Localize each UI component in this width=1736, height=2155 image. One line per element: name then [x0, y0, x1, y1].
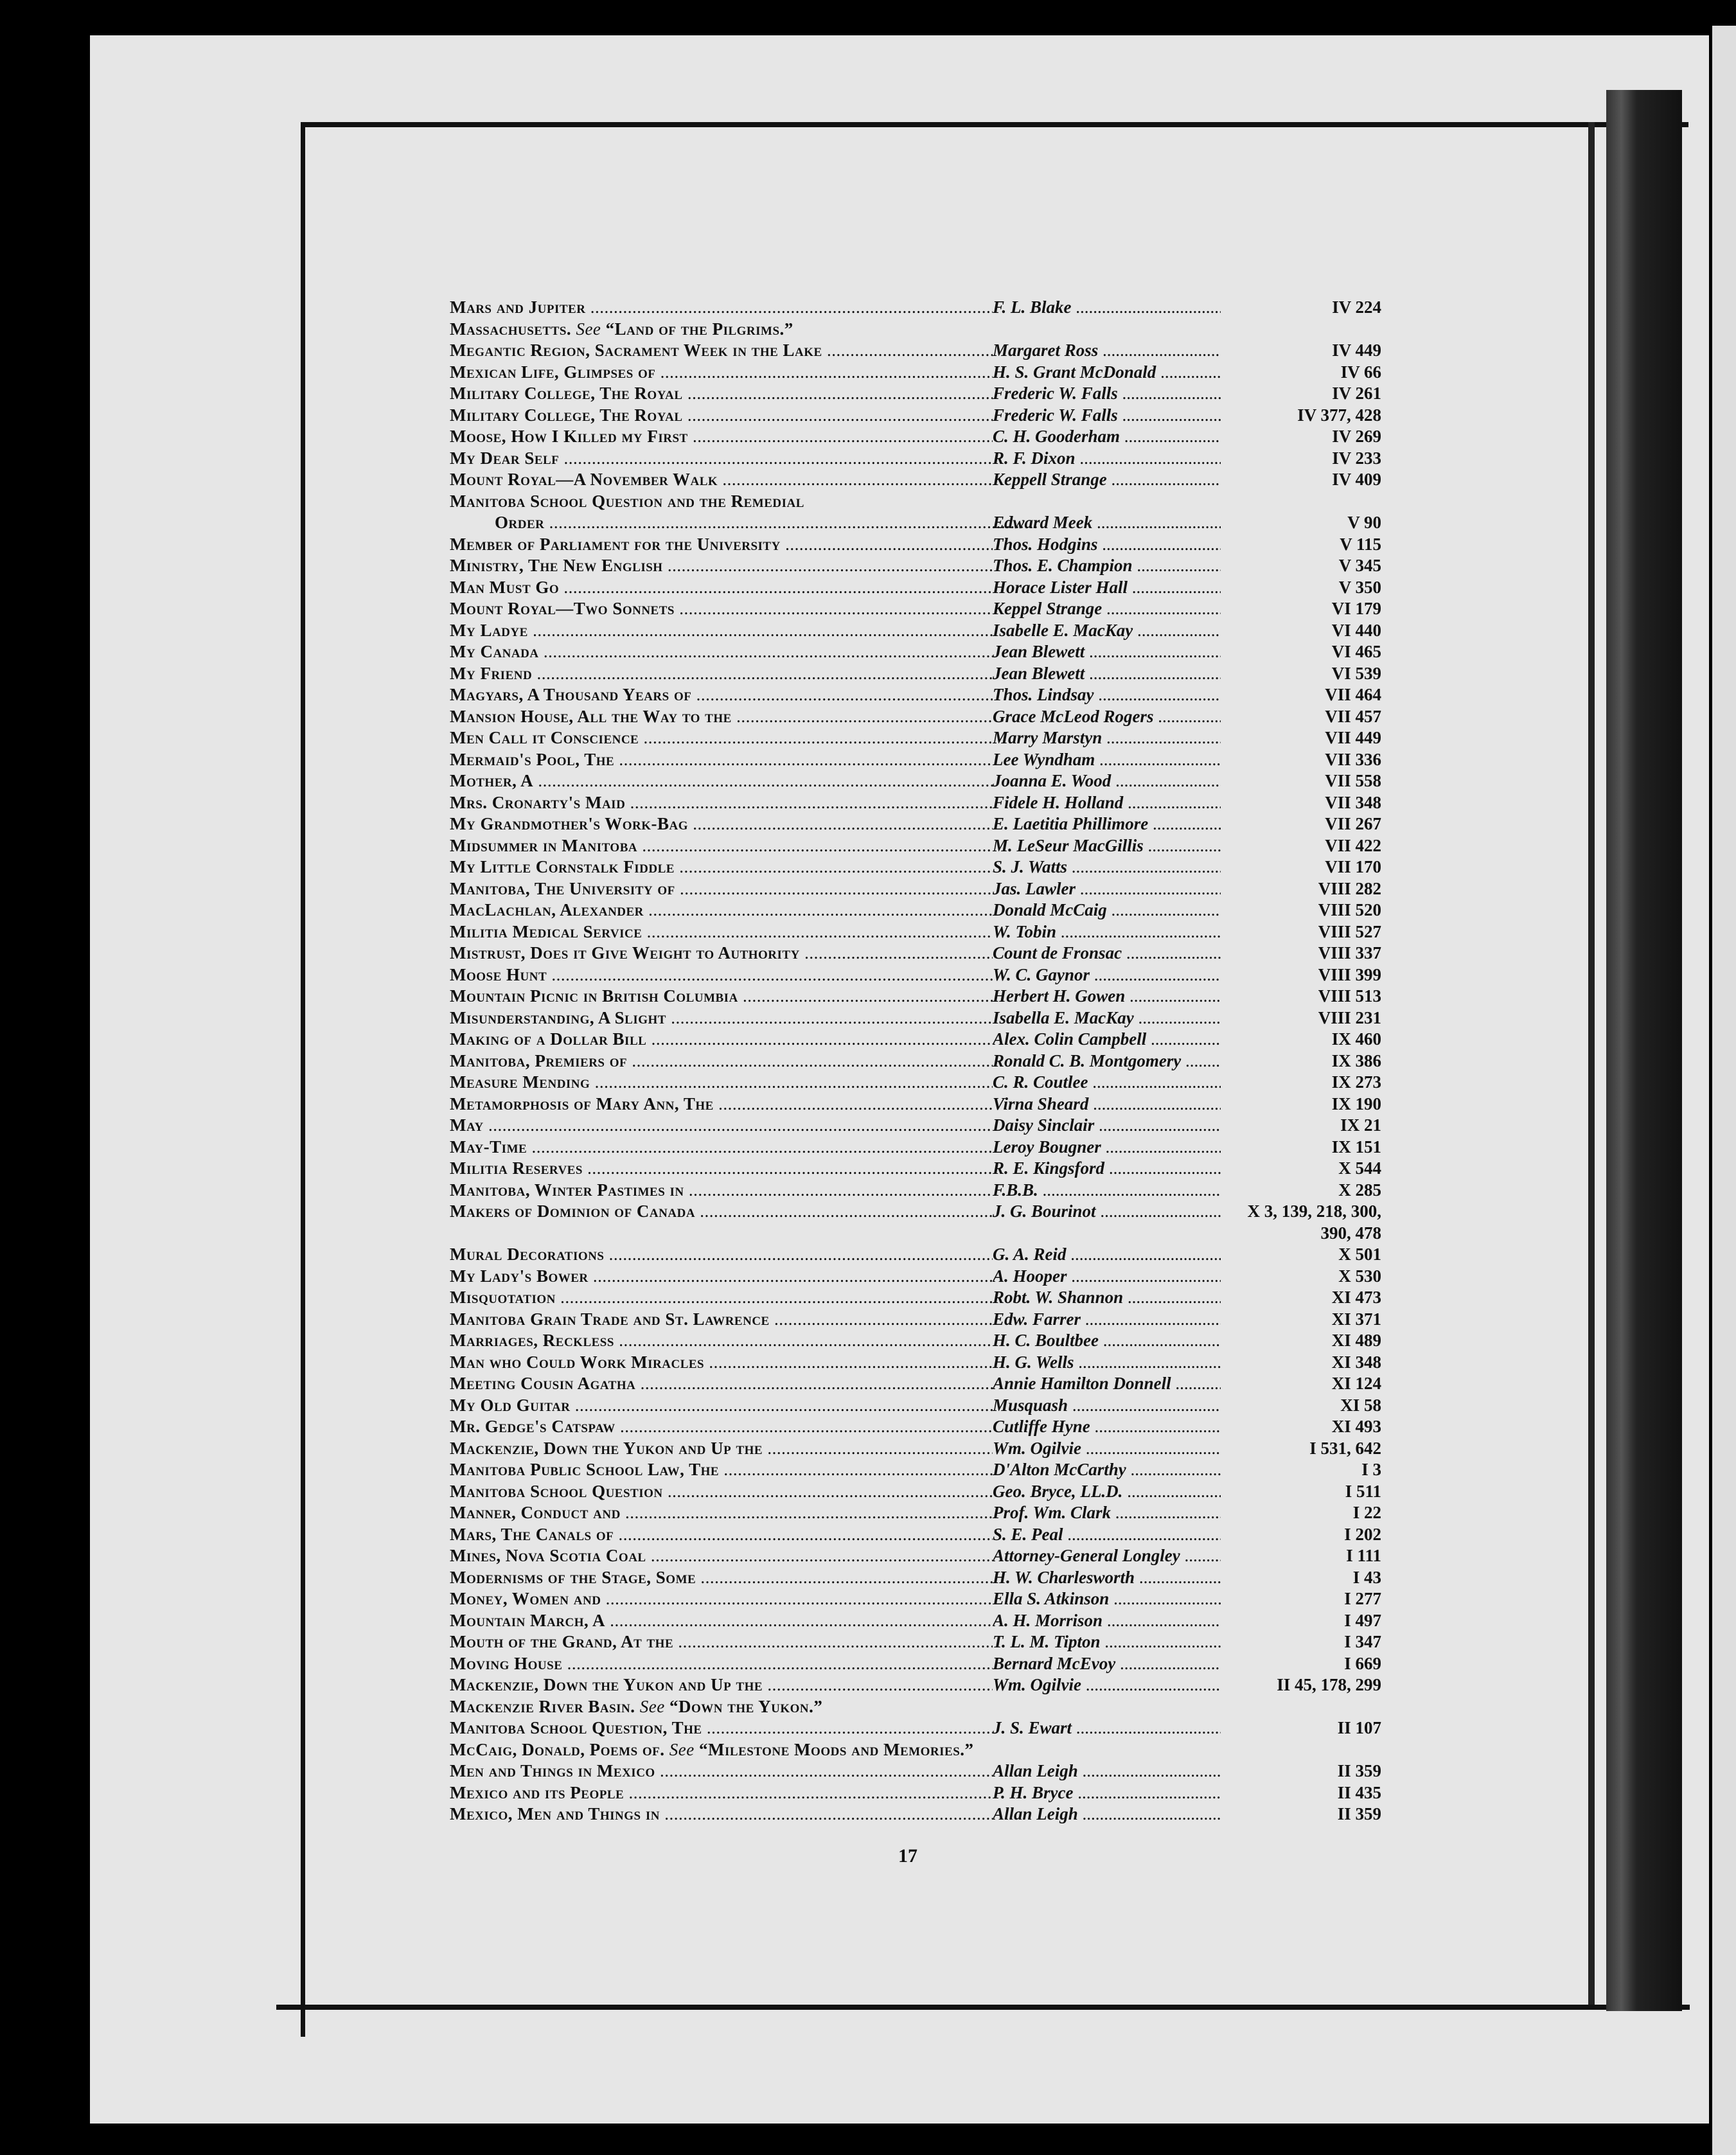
entry-author: S. J. Watts .....: [993, 856, 1221, 878]
index-entry: [450, 1051, 1381, 1072]
entry-title: My Dear Self .....: [450, 448, 993, 470]
see-reference: [635, 1697, 823, 1716]
index-entry: [450, 964, 1381, 986]
index-list: [450, 297, 1381, 1825]
entry-author: Bernard McEvoy .....: [993, 1653, 1221, 1675]
entry-title: Mount Royal—Two Sonnets .....: [450, 598, 993, 620]
entry-volume-page: XI 124: [1331, 1374, 1381, 1393]
entry-volume-page: IX 190: [1331, 1094, 1381, 1113]
entry-title: MacLachlan, Alexander .....: [450, 900, 993, 921]
adjacent-page-strip: [1712, 26, 1736, 2155]
index-entry: [450, 1072, 1381, 1094]
entry-author: Count de Fronsac .....: [993, 943, 1221, 964]
index-entry: [450, 1653, 1381, 1675]
entry-author: Allan Leigh .....: [993, 1760, 1221, 1782]
entry-author: H. G. Wells .....: [993, 1352, 1221, 1374]
entry-title: Mermaid's Pool, The .....: [450, 749, 993, 771]
entry-title: Manitoba School Question .....: [450, 1481, 993, 1503]
entry-author: Geo. Bryce, LL.D. .....: [993, 1481, 1221, 1503]
entry-author: Ronald C. B. Montgomery .....: [993, 1051, 1221, 1072]
entry-volume-page: II 435: [1337, 1782, 1381, 1802]
index-entry: [450, 1287, 1381, 1309]
entry-title: Order .....: [495, 512, 1038, 534]
entry-title: Mackenzie, Down the Yukon and Up the .....: [450, 1438, 993, 1460]
index-entry: [450, 1459, 1381, 1481]
index-entry: [450, 1567, 1381, 1589]
entry-author: Thos. Hodgins .....: [993, 534, 1221, 556]
entry-title: Mars and Jupiter .....: [450, 297, 993, 319]
entry-author: P. H. Bryce .....: [993, 1782, 1221, 1804]
entry-author: Isabelle E. MacKay .....: [993, 620, 1221, 642]
entry-author: Fidele H. Holland .....: [993, 792, 1221, 814]
index-entry: [450, 1180, 1381, 1202]
entry-title: May-Time .....: [450, 1137, 993, 1158]
index-entry: [450, 1223, 1381, 1245]
entry-title: Money, Women and .....: [450, 1588, 993, 1610]
entry-author: C. R. Coutlee .....: [993, 1072, 1221, 1094]
index-entry: [450, 1760, 1381, 1782]
entry-title: Moose Hunt .....: [450, 964, 993, 986]
entry-volume-page: I 497: [1344, 1610, 1381, 1630]
entry-volume-page: XI 371: [1331, 1309, 1381, 1329]
entry-author: Marry Marstyn .....: [993, 727, 1221, 749]
entry-volume-page: IX 460: [1331, 1029, 1381, 1049]
index-entry: [450, 1696, 1381, 1718]
index-entry: [450, 297, 1381, 319]
entry-author: M. LeSeur MacGillis .....: [993, 835, 1221, 857]
index-entry: [450, 856, 1381, 878]
entry-author: Margaret Ross .....: [993, 340, 1221, 362]
index-entry: [450, 1266, 1381, 1288]
entry-title: Mistrust, Does it Give Weight to Authority .....: [450, 943, 993, 964]
page-number: 17: [898, 1845, 917, 1867]
entry-volume-page: V 115: [1340, 534, 1381, 554]
entry-volume-page: VIII 231: [1318, 1007, 1381, 1027]
index-entry: [450, 1094, 1381, 1115]
entry-author: Musquash .....: [993, 1395, 1221, 1417]
entry-author: Jean Blewett .....: [993, 663, 1221, 685]
index-entry: [450, 641, 1381, 663]
entry-author: Edward Meek .....: [993, 512, 1221, 534]
index-entry: [450, 749, 1381, 771]
entry-title: Men Call it Conscience .....: [450, 727, 993, 749]
entry-author: Frederic W. Falls .....: [993, 383, 1221, 405]
index-entry: [450, 770, 1381, 792]
entry-author: G. A. Reid .....: [993, 1244, 1221, 1266]
entry-author: Frederic W. Falls .....: [993, 405, 1221, 427]
entry-volume-page: VII 457: [1325, 706, 1381, 726]
index-entry: [450, 663, 1381, 685]
entry-author: J. S. Ewart .....: [993, 1717, 1221, 1739]
entry-title: Manitoba School Question, The .....: [450, 1717, 993, 1739]
entry-volume-page: II 359: [1337, 1804, 1381, 1823]
entry-volume-page: II 107: [1337, 1718, 1381, 1737]
entry-volume-page: II 45, 178, 299: [1277, 1675, 1381, 1694]
index-entry: [450, 491, 1381, 513]
entry-title: Mackenzie River Basin. See “Down the Yukon.”: [450, 1696, 823, 1716]
entry-title: Manitoba, The University of .....: [450, 878, 993, 900]
entry-volume-page: I 43: [1352, 1567, 1381, 1587]
index-entry: [450, 319, 1381, 341]
entry-title: Military College, The Royal .....: [450, 383, 993, 405]
entry-title: Manner, Conduct and .....: [450, 1502, 993, 1524]
entry-author: Donald McCaig .....: [993, 900, 1221, 921]
entry-volume-page: IV 261: [1332, 384, 1381, 403]
entry-author: Ella S. Atkinson .....: [993, 1588, 1221, 1610]
index-entry: [450, 555, 1381, 577]
entry-volume-page: II 359: [1337, 1761, 1381, 1780]
entry-title: Moose, How I Killed my First .....: [450, 426, 993, 448]
index-entry: [450, 577, 1381, 599]
entry-title: Mars, The Canals of .....: [450, 1524, 993, 1546]
entry-title: My Ladye .....: [450, 620, 993, 642]
entry-title: Making of a Dollar Bill .....: [450, 1029, 993, 1051]
index-entry: [450, 1502, 1381, 1524]
entry-volume-page: VIII 527: [1318, 921, 1381, 941]
entry-volume-page: VIII 520: [1318, 900, 1381, 919]
index-entry: [450, 706, 1381, 728]
entry-title: Meeting Cousin Agatha .....: [450, 1373, 993, 1395]
index-entry: [450, 921, 1381, 943]
entry-volume-page: X 530: [1338, 1266, 1381, 1286]
entry-author: F. L. Blake .....: [993, 297, 1221, 319]
entry-title: Midsummer in Manitoba .....: [450, 835, 993, 857]
index-entry: [450, 1137, 1381, 1158]
entry-author: Edw. Farrer .....: [993, 1309, 1221, 1331]
entry-author: J. G. Bourinot .....: [993, 1201, 1221, 1223]
entry-title: Misquotation .....: [450, 1287, 993, 1309]
entry-title: Measure Mending .....: [450, 1072, 993, 1094]
index-entry: [450, 1373, 1381, 1395]
index-entry: [450, 900, 1381, 921]
entry-title: Mexico, Men and Things in .....: [450, 1804, 993, 1825]
entry-volume-page: VII 558: [1325, 771, 1381, 790]
index-entry: [450, 405, 1381, 427]
index-entry: [450, 448, 1381, 470]
entry-volume-page: VII 464: [1325, 685, 1381, 704]
entry-title: Militia Medical Service .....: [450, 921, 993, 943]
entry-author: Virna Sheard .....: [993, 1094, 1221, 1115]
entry-title: Men and Things in Mexico .....: [450, 1760, 993, 1782]
entry-volume-page: 390, 478: [1320, 1223, 1381, 1243]
entry-author: Wm. Ogilvie .....: [993, 1674, 1221, 1696]
entry-volume-page: VII 422: [1325, 835, 1381, 855]
entry-title: Massachusetts. See “Land of the Pilgrims.”: [450, 319, 793, 339]
entry-volume-page: IV 224: [1332, 297, 1381, 317]
entry-volume-page: I 111: [1346, 1546, 1381, 1565]
entry-title: Mountain Picnic in British Columbia .....: [450, 986, 993, 1007]
see-reference: [665, 1740, 974, 1759]
entry-title: Mountain March, A .....: [450, 1610, 993, 1632]
entry-volume-page: VII 348: [1325, 792, 1381, 812]
entry-volume-page: IX 151: [1331, 1137, 1381, 1157]
entry-title: Militia Reserves .....: [450, 1158, 993, 1180]
entry-author: F.B.B. .....: [993, 1180, 1221, 1202]
entry-volume-page: I 277: [1344, 1589, 1381, 1608]
index-entry: [450, 340, 1381, 362]
index-entry: [450, 1352, 1381, 1374]
index-entry: [450, 362, 1381, 384]
entry-author: Prof. Wm. Clark .....: [993, 1502, 1221, 1524]
page-border-right-inner: [1588, 122, 1595, 2005]
entry-title: My Little Cornstalk Fiddle .....: [450, 856, 993, 878]
entry-title: Member of Parliament for the University .....: [450, 534, 993, 556]
entry-title: Man Must Go .....: [450, 577, 993, 599]
entry-volume-page: IX 21: [1340, 1115, 1381, 1135]
entry-title: Makers of Dominion of Canada .....: [450, 1201, 993, 1223]
entry-volume-page: I 3: [1361, 1460, 1381, 1479]
entry-volume-page: X 285: [1338, 1180, 1381, 1200]
page-border-top: [301, 122, 1688, 127]
entry-author: Cutliffe Hyne .....: [993, 1416, 1221, 1438]
entry-title: Mount Royal—A November Walk .....: [450, 469, 993, 491]
entry-volume-page: IV 66: [1340, 362, 1381, 382]
entry-title: May .....: [450, 1115, 993, 1137]
index-entry: [450, 1029, 1381, 1051]
entry-author: H. C. Boultbee .....: [993, 1330, 1221, 1352]
entry-author: A. H. Morrison .....: [993, 1610, 1221, 1632]
entry-volume-page: VIII 399: [1318, 964, 1381, 984]
entry-volume-page: I 511: [1345, 1481, 1381, 1501]
entry-title: McCaig, Donald, Poems of. See “Milestone Moods and Memories.”: [450, 1739, 974, 1759]
index-entry: [450, 1395, 1381, 1417]
entry-volume-page: VIII 282: [1318, 878, 1381, 898]
entry-author: E. Laetitia Phillimore .....: [993, 813, 1221, 835]
entry-author: W. Tobin .....: [993, 921, 1221, 943]
entry-volume-page: I 669: [1344, 1653, 1381, 1673]
entry-title: Misunderstanding, A Slight .....: [450, 1007, 993, 1029]
entry-author: R. E. Kingsford .....: [993, 1158, 1221, 1180]
entry-title: Metamorphosis of Mary Ann, The .....: [450, 1094, 993, 1115]
entry-title: Man who Could Work Miracles .....: [450, 1352, 993, 1374]
entry-volume-page: X 544: [1338, 1158, 1381, 1178]
entry-volume-page: IV 409: [1332, 470, 1381, 489]
entry-author: Isabella E. MacKay .....: [993, 1007, 1221, 1029]
entry-volume-page: XI 348: [1331, 1352, 1381, 1372]
index-entry: [450, 1610, 1381, 1632]
index-entry: [450, 512, 1381, 534]
index-entry: [450, 598, 1381, 620]
entry-title: My Canada .....: [450, 641, 993, 663]
entry-author: Joanna E. Wood .....: [993, 770, 1221, 792]
index-entry: [450, 1438, 1381, 1460]
entry-title: Manitoba Grain Trade and St. Lawrence .....: [450, 1309, 993, 1331]
entry-title: Modernisms of the Stage, Some .....: [450, 1567, 993, 1589]
see-target: “Milestone Moods and Memories.”: [699, 1739, 974, 1759]
entry-volume-page: VII 336: [1325, 749, 1381, 769]
entry-volume-page: IV 449: [1332, 341, 1381, 360]
entry-author: Allan Leigh .....: [993, 1804, 1221, 1825]
entry-volume-page: IV 233: [1332, 448, 1381, 468]
entry-title: Moving House .....: [450, 1653, 993, 1675]
index-entry: [450, 1309, 1381, 1331]
entry-volume-page: I 531, 642: [1309, 1438, 1381, 1458]
see-word: See: [576, 319, 601, 339]
entry-author: Thos. E. Champion .....: [993, 555, 1221, 577]
entry-title: My Grandmother's Work-Bag .....: [450, 813, 993, 835]
entry-title: Mr. Gedge's Catspaw .....: [450, 1416, 993, 1438]
entry-author: Alex. Colin Campbell .....: [993, 1029, 1221, 1051]
entry-volume-page: I 22: [1352, 1503, 1381, 1522]
entry-title: Marriages, Reckless .....: [450, 1330, 993, 1352]
entry-volume-page: VI 440: [1331, 620, 1381, 640]
index-entry: [450, 383, 1381, 405]
entry-volume-page: VI 179: [1331, 599, 1381, 618]
entry-author: H. W. Charlesworth .....: [993, 1567, 1221, 1589]
entry-title: Magyars, A Thousand Years of .....: [450, 684, 993, 706]
index-entry: [450, 943, 1381, 964]
entry-volume-page: VII 449: [1325, 728, 1381, 747]
entry-volume-page: VI 465: [1331, 642, 1381, 661]
entry-author: Herbert H. Gowen .....: [993, 986, 1221, 1007]
entry-volume-page: V 345: [1338, 556, 1381, 575]
index-entry: [450, 1524, 1381, 1546]
see-word: See: [669, 1739, 695, 1759]
entry-volume-page: IV 377, 428: [1297, 405, 1381, 425]
entry-title: Mackenzie, Down the Yukon and Up the .....: [450, 1674, 993, 1696]
entry-title: Mrs. Cronarty's Maid .....: [450, 792, 993, 814]
entry-author: Jas. Lawler .....: [993, 878, 1221, 900]
index-entry: [450, 1739, 1381, 1761]
entry-author: Keppel Strange .....: [993, 598, 1221, 620]
index-entry: [450, 1674, 1381, 1696]
index-entry: [450, 1201, 1381, 1223]
entry-title: Manitoba Public School Law, The .....: [450, 1459, 993, 1481]
index-entry: [450, 534, 1381, 556]
entry-volume-page: XI 493: [1331, 1417, 1381, 1436]
entry-author: A. Hooper .....: [993, 1266, 1221, 1288]
index-entry: [450, 792, 1381, 814]
index-entry: [450, 684, 1381, 706]
entry-volume-page: X 3, 139, 218, 300,: [1247, 1202, 1381, 1221]
entry-author: S. E. Peal .....: [993, 1524, 1221, 1546]
index-entry: [450, 1804, 1381, 1825]
index-entry: [450, 1481, 1381, 1503]
entry-author: Grace McLeod Rogers .....: [993, 706, 1221, 728]
entry-author: R. F. Dixon .....: [993, 448, 1221, 470]
index-entry: [450, 727, 1381, 749]
index-entry: [450, 469, 1381, 491]
entry-volume-page: XI 58: [1340, 1395, 1381, 1415]
entry-title: Mouth of the Grand, At the .....: [450, 1631, 993, 1653]
entry-volume-page: IX 273: [1331, 1072, 1381, 1092]
entry-author: H. S. Grant McDonald .....: [993, 362, 1221, 384]
see-target: “Land of the Pilgrims.”: [605, 319, 793, 339]
index-entry: [450, 1244, 1381, 1266]
index-entry: [450, 835, 1381, 857]
index-entry: [450, 986, 1381, 1007]
entry-volume-page: IV 269: [1332, 427, 1381, 446]
entry-volume-page: VII 170: [1325, 857, 1381, 876]
entry-author: Leroy Bougner .....: [993, 1137, 1221, 1158]
entry-title: My Friend .....: [450, 663, 993, 685]
entry-title: Mexico and its People .....: [450, 1782, 993, 1804]
see-target: “Down the Yukon.”: [669, 1696, 823, 1716]
index-entry: [450, 1007, 1381, 1029]
entry-volume-page: X 501: [1338, 1245, 1381, 1264]
entry-volume-page: VI 539: [1331, 663, 1381, 683]
entry-author: Lee Wyndham .....: [993, 749, 1221, 771]
index-entry: [450, 878, 1381, 900]
see-word: See: [639, 1696, 665, 1716]
entry-volume-page: I 202: [1344, 1524, 1381, 1544]
index-entry: [450, 813, 1381, 835]
entry-title: Mural Decorations .....: [450, 1244, 993, 1266]
entry-title: Mexican Life, Glimpses of .....: [450, 362, 993, 384]
entry-volume-page: XI 489: [1331, 1331, 1381, 1350]
index-entry: [450, 1588, 1381, 1610]
entry-volume-page: XI 473: [1331, 1288, 1381, 1307]
entry-title: Manitoba, Winter Pastimes in .....: [450, 1180, 993, 1202]
entry-volume-page: V 350: [1338, 577, 1381, 597]
index-entry: [450, 1330, 1381, 1352]
entry-author: Wm. Ogilvie .....: [993, 1438, 1221, 1460]
entry-author: Keppell Strange .....: [993, 469, 1221, 491]
index-entry: [450, 1631, 1381, 1653]
entry-title: Mines, Nova Scotia Coal .....: [450, 1545, 993, 1567]
entry-author: Jean Blewett .....: [993, 641, 1221, 663]
entry-volume-page: IX 386: [1331, 1051, 1381, 1070]
entry-title: Mother, A .....: [450, 770, 993, 792]
entry-volume-page: I 347: [1344, 1632, 1381, 1651]
page-border-left: [301, 122, 305, 2037]
entry-volume-page: V 90: [1347, 513, 1381, 532]
entry-author: W. C. Gaynor .....: [993, 964, 1221, 986]
index-entry: [450, 620, 1381, 642]
entry-title: My Old Guitar .....: [450, 1395, 993, 1417]
entry-title: Megantic Region, Sacrament Week in the Lake .....: [450, 340, 993, 362]
entry-author: Robt. W. Shannon .....: [993, 1287, 1221, 1309]
index-entry: [450, 1115, 1381, 1137]
entry-title: My Lady's Bower .....: [450, 1266, 993, 1288]
entry-title: Military College, The Royal .....: [450, 405, 993, 427]
index-entry: [450, 1545, 1381, 1567]
entry-volume-page: VIII 513: [1318, 986, 1381, 1006]
entry-title: Manitoba School Question and the Remedial: [450, 491, 804, 511]
entry-volume-page: VII 267: [1325, 814, 1381, 833]
entry-author: C. H. Gooderham .....: [993, 426, 1221, 448]
index-entry: [450, 426, 1381, 448]
see-reference: [571, 319, 793, 339]
index-entry: [450, 1158, 1381, 1180]
page-border-bottom: [276, 2005, 1690, 2010]
entry-title: Ministry, The New English .....: [450, 555, 993, 577]
entry-title: Manitoba, Premiers of .....: [450, 1051, 993, 1072]
entry-volume-page: VIII 337: [1318, 943, 1381, 962]
entry-author: D'Alton McCarthy .....: [993, 1459, 1221, 1481]
index-entry: [450, 1416, 1381, 1438]
page-border-right: [1606, 90, 1682, 2011]
entry-author: Annie Hamilton Donnell .....: [993, 1373, 1221, 1395]
index-entry: [450, 1717, 1381, 1739]
entry-author: T. L. M. Tipton .....: [993, 1631, 1221, 1653]
entry-author: Daisy Sinclair .....: [993, 1115, 1221, 1137]
entry-author: Thos. Lindsay .....: [993, 684, 1221, 706]
entry-title: Mansion House, All the Way to the .....: [450, 706, 993, 728]
index-entry: [450, 1782, 1381, 1804]
entry-author: Horace Lister Hall .....: [993, 577, 1221, 599]
entry-author: Attorney-General Longley .....: [993, 1545, 1221, 1567]
